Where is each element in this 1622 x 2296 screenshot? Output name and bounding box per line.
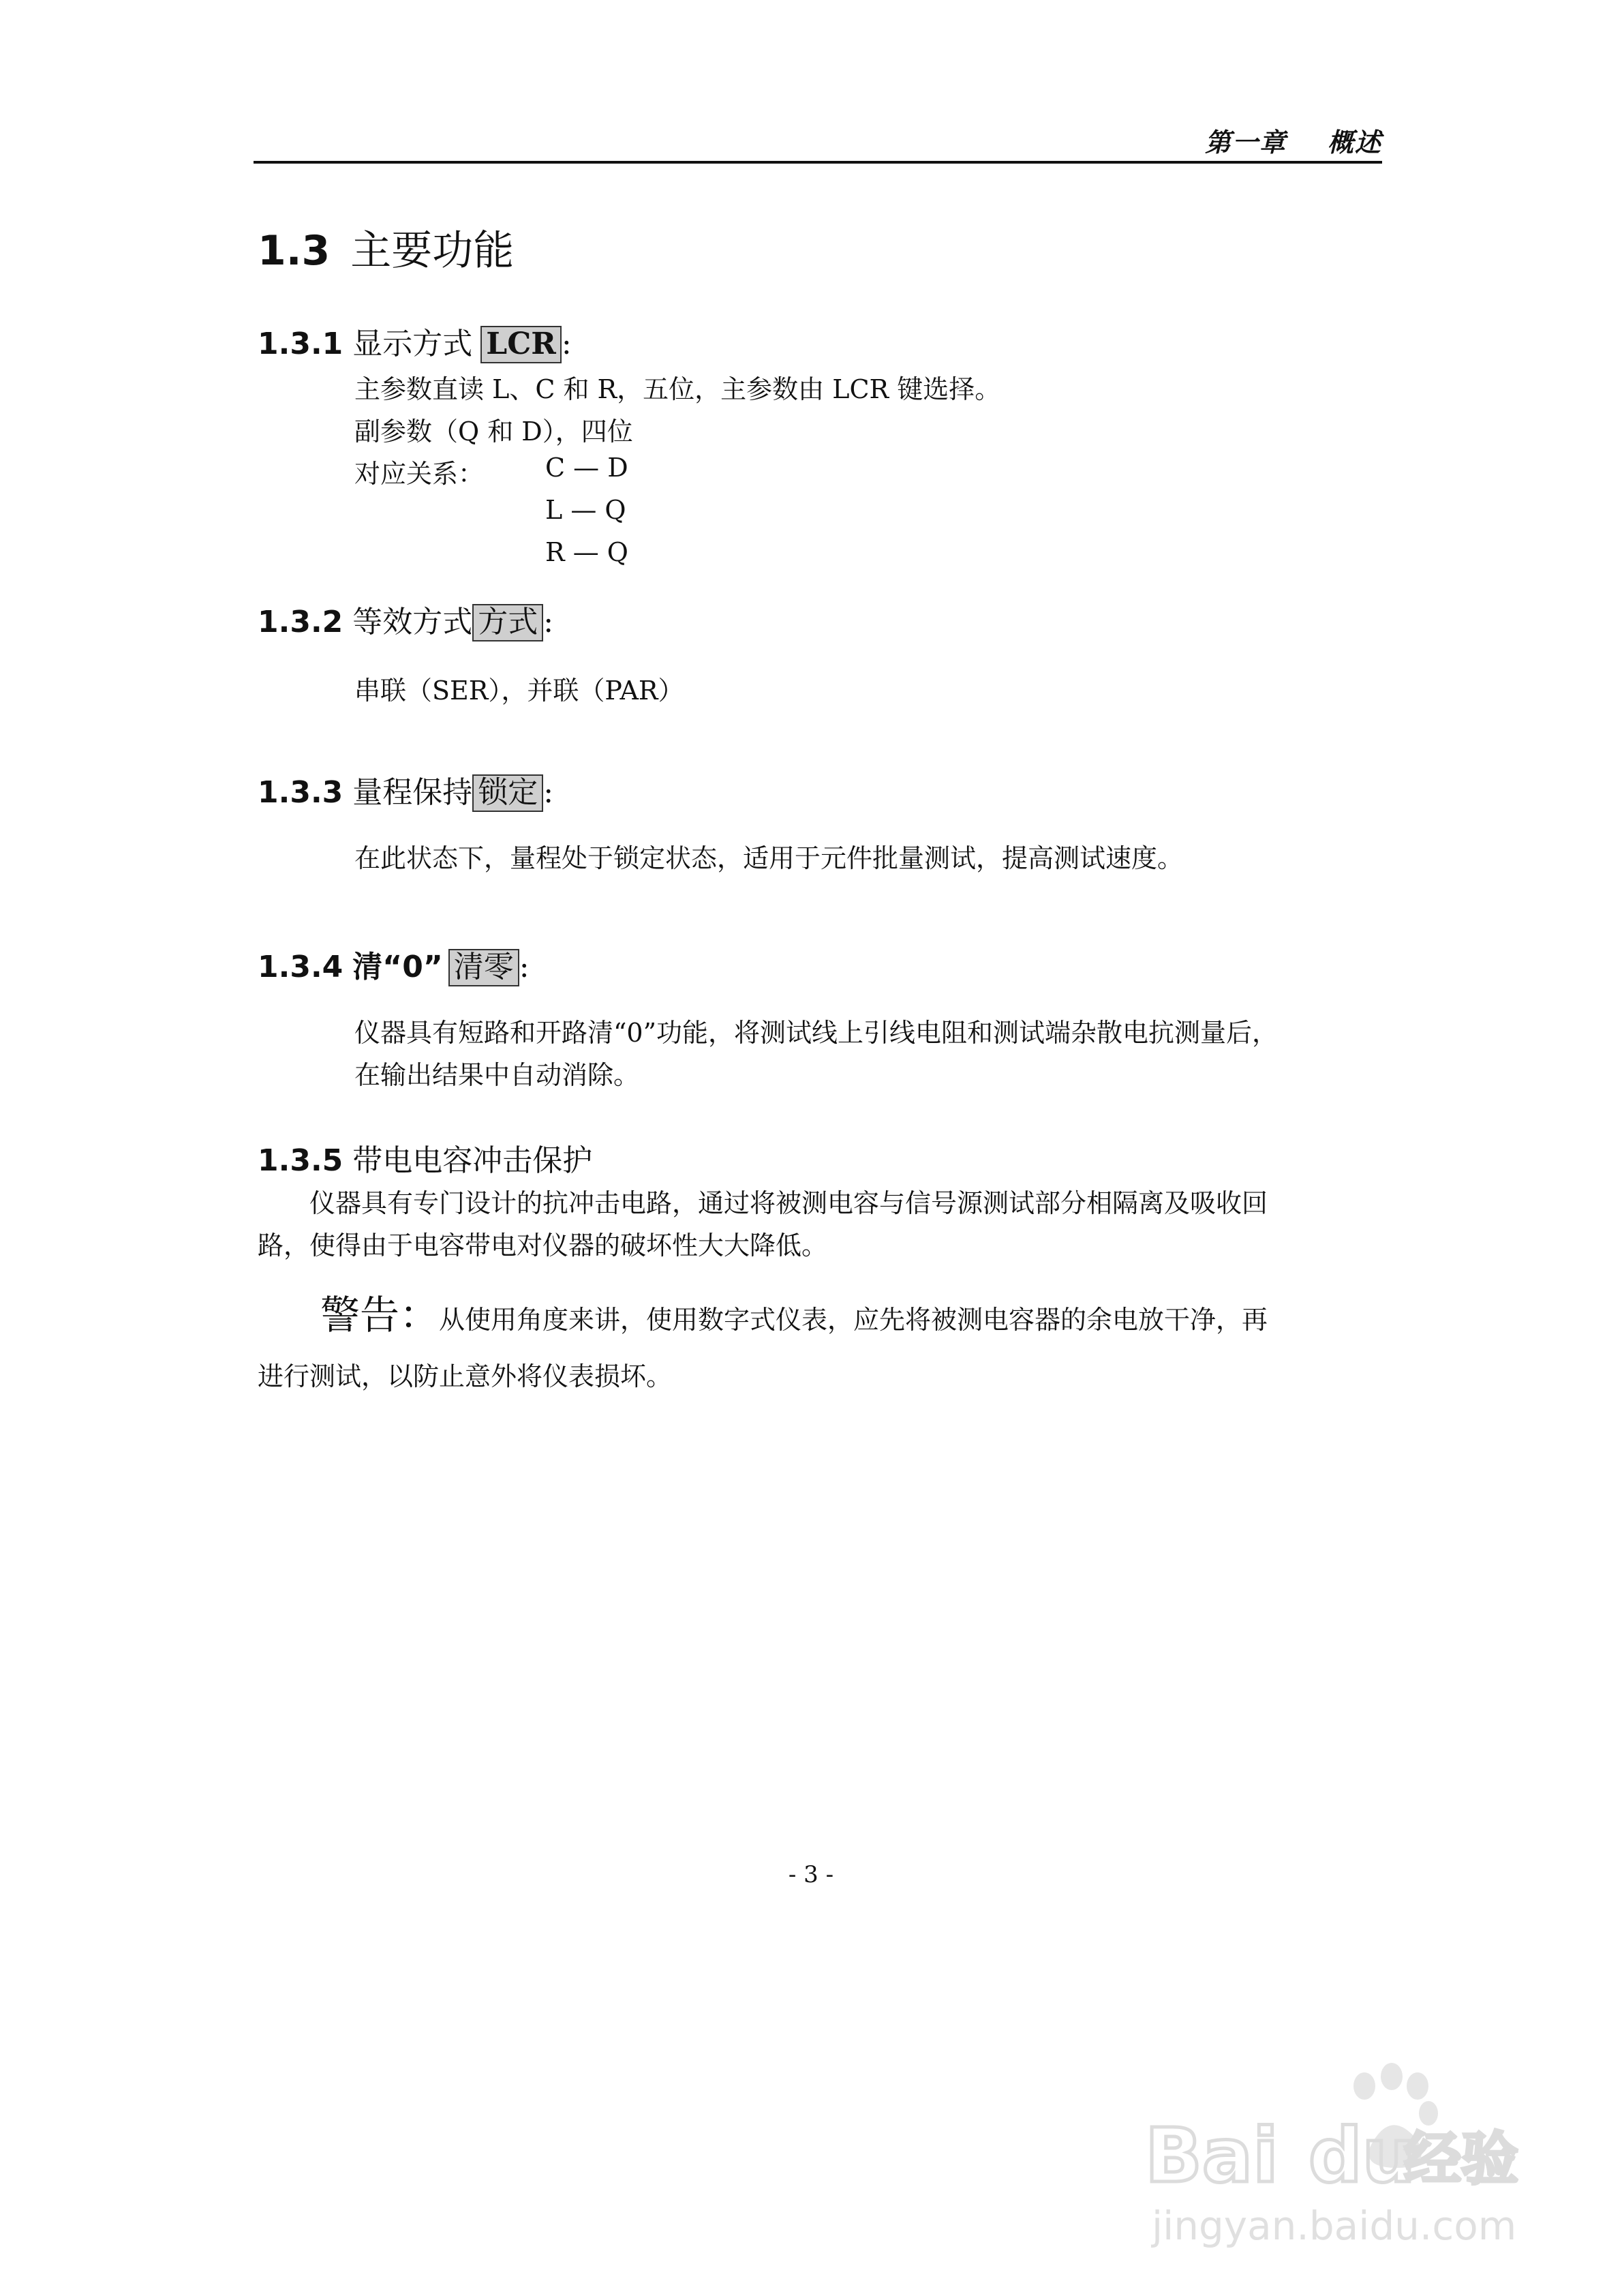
subsection-number: 1.3.5 — [258, 1143, 343, 1178]
colon: : — [519, 950, 530, 984]
s131-relation-label: 对应关系： — [354, 459, 485, 489]
s131-line2: 副参数（Q 和 D），四位 — [354, 417, 633, 447]
subsection-title: 等效方式 — [352, 605, 473, 639]
section-title: 主要功能 — [350, 227, 515, 275]
subsection-title: 显示方式 — [352, 327, 473, 361]
warning-paragraph — [320, 1283, 1268, 1340]
colon: : — [543, 775, 554, 810]
warning-line1: 从使用角度来讲，使用数字式仪表，应先将被测电容器的余电放干净，再 — [439, 1305, 1268, 1335]
subsection-title: 清“0” — [352, 950, 443, 984]
section-number: 1.3 — [258, 227, 331, 275]
watermark-cn: 经验 — [1404, 2126, 1519, 2192]
colon: : — [561, 327, 572, 361]
subsection-number: 1.3.1 — [258, 327, 343, 361]
header-title: 概述 — [1327, 127, 1382, 157]
lock-key: 锁定 — [472, 774, 543, 812]
subsection-title: 量程保持 — [352, 775, 473, 810]
relation-c-d: C — D — [545, 453, 628, 483]
subsection-1-3-5-heading — [258, 1136, 592, 1179]
subsection-number: 1.3.3 — [258, 775, 343, 810]
watermark-brand2: du — [1309, 2112, 1416, 2199]
header-chapter: 第一章 — [1204, 127, 1287, 157]
relation-r-q: R — Q — [545, 537, 628, 567]
subsection-number: 1.3.2 — [258, 605, 343, 639]
mode-key: 方式 — [472, 604, 543, 641]
relation-l-q: L — Q — [545, 495, 626, 525]
s131-line1: 主参数直读 L、C 和 R，五位，主参数由 LCR 键选择。 — [354, 374, 1001, 404]
s133-line1: 在此状态下，量程处于锁定状态，适用于元件批量测试，提高测试速度。 — [354, 843, 1184, 873]
warning-label: 警告： — [320, 1292, 440, 1338]
s135-line1: 仪器具有专门设计的抗冲击电路，通过将被测电容与信号源测试部分相隔离及吸收回 — [309, 1188, 1268, 1218]
subsection-title: 带电电容冲击保护 — [352, 1143, 593, 1178]
s132-line1: 串联（SER），并联（PAR） — [354, 676, 684, 706]
header-rule — [254, 161, 1382, 164]
colon: : — [543, 605, 554, 639]
watermark-url: jingyan.baidu.com — [1152, 2203, 1517, 2249]
section-heading — [258, 218, 514, 277]
subsection-number: 1.3.4 — [258, 950, 343, 984]
lcr-key: LCR — [480, 326, 562, 363]
subsection-1-3-3-heading — [258, 768, 553, 812]
baidu-jingyan-watermark — [1124, 2059, 1533, 2263]
s134-line2: 在输出结果中自动消除。 — [354, 1060, 640, 1090]
subsection-1-3-2-heading — [258, 597, 553, 641]
s135-line2: 路，使得由于电容带电对仪器的破坏性大大降低。 — [258, 1230, 828, 1260]
subsection-1-3-4-heading — [258, 942, 530, 986]
zero-key: 清零 — [448, 949, 519, 986]
s134-line1: 仪器具有短路和开路清“0”功能，将测试线上引线电阻和测试端杂散电抗测量后， — [354, 1018, 1279, 1048]
warning-line2: 进行测试，以防止意外将仪表损坏。 — [258, 1361, 673, 1391]
watermark-brand: Bai — [1145, 2112, 1279, 2199]
page-number: - 3 - — [788, 1861, 834, 1888]
running-header — [1205, 121, 1382, 159]
subsection-1-3-1-heading — [258, 319, 572, 363]
